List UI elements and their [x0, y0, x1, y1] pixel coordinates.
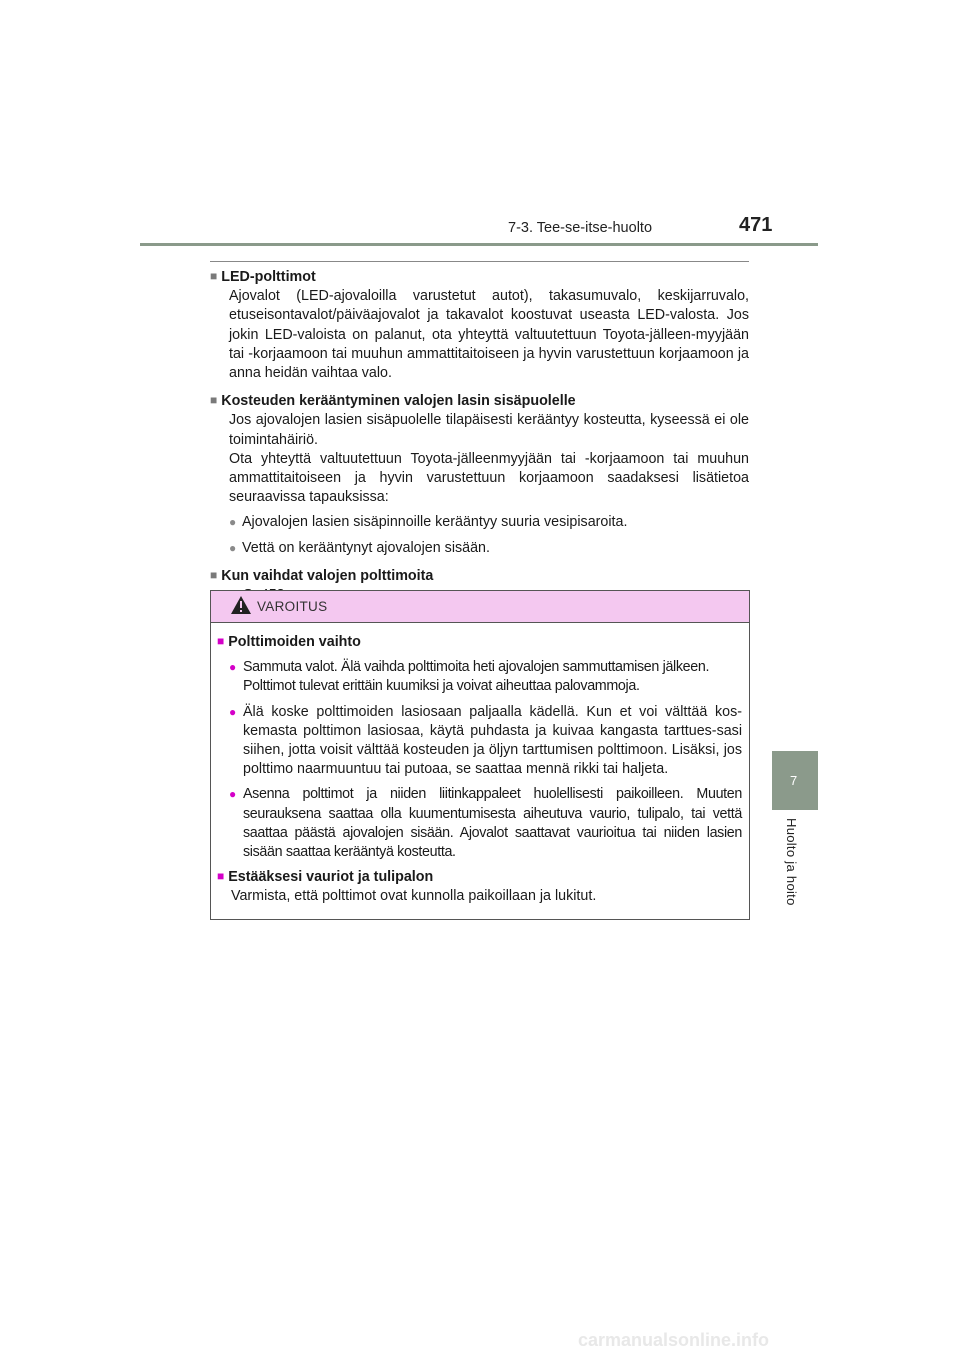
chapter-number: 7 — [790, 773, 798, 788]
list-item: ● Vettä on kerääntynyt ajovalojen sisään. — [210, 539, 749, 558]
circle-bullet-icon: ● — [229, 515, 237, 530]
warning-section-heading: ■ Polttimoiden vaihto — [217, 634, 361, 650]
warning-triangle-icon — [230, 595, 252, 615]
section-paragraph: Ota yhteyttä valtuutettuun Toyota-jälleenmyyjään tai -korjaamoon tai muuhun ammattitaitoiseen ja hyvin varustettuun korjaamoon saadaksesi lisätietoa seuraavissa tapauksissa: — [229, 450, 749, 506]
warning-header — [211, 591, 749, 623]
circle-bullet-icon: ● — [229, 704, 237, 719]
watermark: carmanualsonline.info — [578, 1330, 770, 1350]
section-heading: ■ Kun vaihdat valojen polttimoita — [210, 567, 434, 584]
section-heading: ■ Kosteuden kerääntyminen valojen lasin sisäpuolelle — [210, 393, 576, 410]
square-bullet-icon: ■ — [217, 869, 225, 884]
warning-paragraph: Varmista, että polttimot ovat kunnolla paikoillaan ja lukitut. — [231, 888, 597, 905]
list-item: ● Älä koske polttimoiden lasiosaan paljaalla kädellä. Kun et voi välttää kos-kemasta polttimon lasiosaa, käytä puhdasta ja kuivaa kangasta tarttues-sasi siihen, jotta voisit välttää kosteuden ja öljyn tarttumisen polttimoon. Lisäksi, jos polttimo naarmuuntuu tai putoaa, se saattaa mennä rikki tai haljeta. — [217, 703, 742, 780]
list-item: ● Asenna polttimot ja niiden liitinkappaleet huolellisesti paikoilleen. Muuten seurauksena saattaa olla kuumentumisesta aiheutuva vaurio, tulipalo, tai vettä saattaa päästä ajovalojen sisään. Ajovalot saattavat vaurioitua tai niiden lasien sisään saattaa kerääntyä kosteutta. — [217, 785, 742, 862]
section-paragraph: Jos ajovalojen lasien sisäpuolelle tilapäisesti kerääntyy kosteutta, kyseessä ei ole toimintahäiriö. — [229, 412, 749, 448]
square-bullet-icon: ■ — [210, 393, 218, 408]
warning-body — [211, 623, 749, 907]
chapter-label: Huolto ja hoito — [784, 818, 799, 906]
circle-bullet-icon: ● — [229, 787, 237, 802]
section-heading: ■ LED-polttimot — [210, 269, 316, 285]
page-number: 471 — [739, 214, 773, 236]
warning-section-heading: ■ Estääksesi vauriot ja tulipalon — [217, 869, 434, 886]
list-item: ● Sammuta valot. Älä vaihda polttimoita heti ajovalojen sammuttamisen jälkeen. Polttimot tulevat erittäin kuumiksi ja voivat aiheuttaa palovammoja. — [217, 658, 742, 696]
square-bullet-icon: ■ — [210, 269, 218, 283]
main-content — [210, 266, 749, 605]
list-item: ● Ajovalojen lasien sisäpinnoille kerääntyy suuria vesipisaroita. — [210, 513, 749, 532]
circle-bullet-icon: ● — [229, 540, 237, 555]
header-rule — [140, 243, 818, 246]
circle-bullet-icon: ● — [229, 660, 237, 675]
warning-label: VAROITUS — [257, 599, 328, 614]
content-top-rule — [210, 261, 749, 262]
header-section-title: 7-3. Tee-se-itse-huolto — [508, 220, 653, 236]
section-paragraph: Ajovalot (LED-ajovaloilla varustetut autot), takasumuvalo, keskijarruvalo, etuseisontavalot/päiväajovalot ja takavalot koostuvat useasta LED-valosta. Jos jokin LED-valoista on palanut, ota yhteyttä valtuutettuun Toyota-jälleen-myyjään tai -korjaamoon tai muuhun ammattitaitoiseen ja hyvin varustettuun korjaamoon ja anna heidän vaihtaa valo. — [229, 288, 749, 382]
square-bullet-icon: ■ — [217, 634, 225, 648]
warning-box — [210, 590, 750, 920]
square-bullet-icon: ■ — [210, 567, 218, 582]
